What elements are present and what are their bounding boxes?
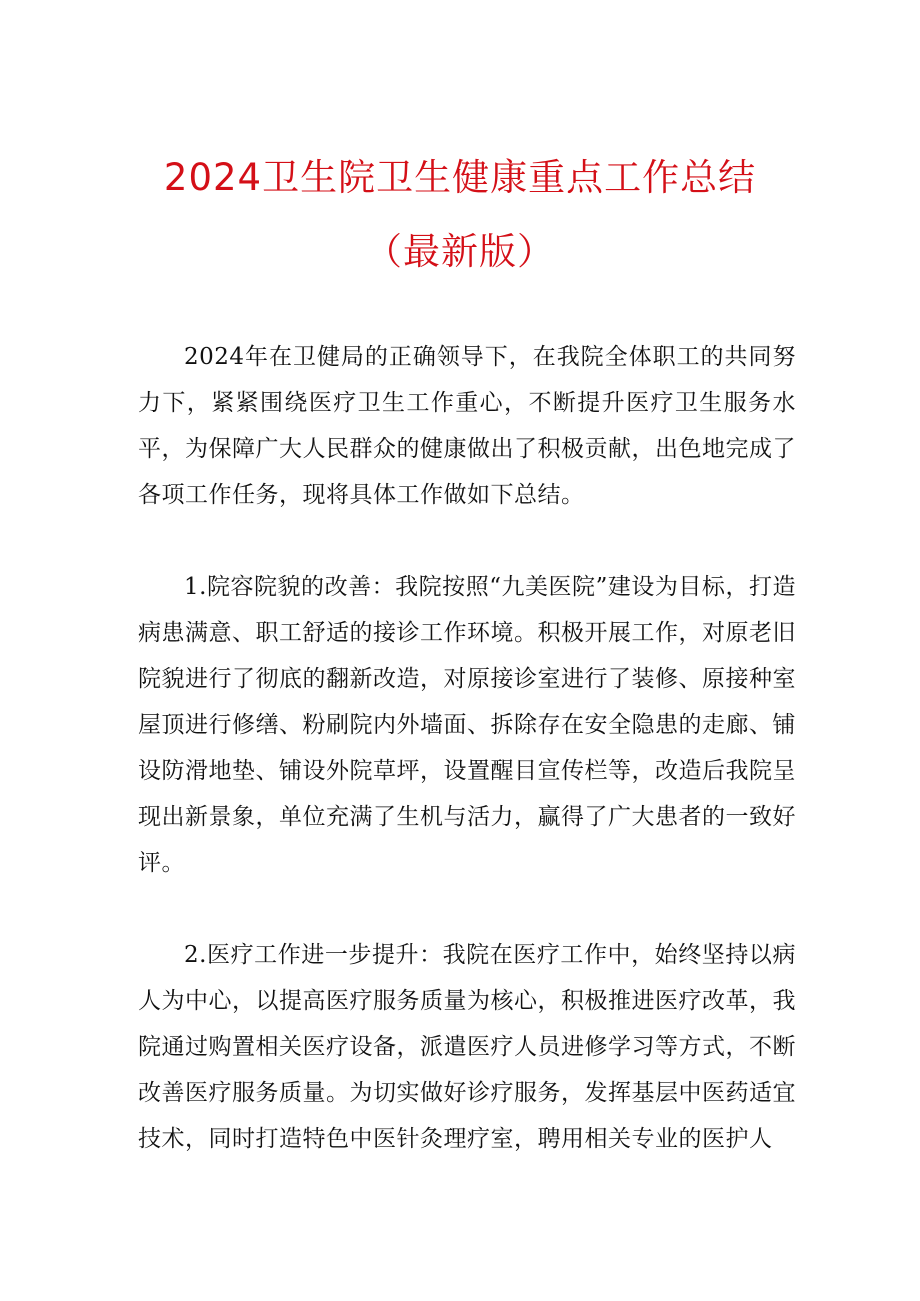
section-2-paragraph: 2.医疗工作进一步提升：我院在医疗工作中，始终坚持以病人为中心，以提高医疗服务质量为核心，积极推进医疗改革，我院通过购置相关医疗设备，派遣医疗人员进修学习等方式，不断改善医疗服务质量。为切实做好诊疗服务，发挥基层中医药适宜技术，同时打造特色中医针灸理疗室，聘用相关专业的医护人: [138, 942, 796, 1152]
intro-paragraph: 2024年在卫健局的正确领导下，在我院全体职工的共同努力下，紧紧围绕医疗卫生工作重心，不断提升医疗卫生服务水平，为保障广大人民群众的健康做出了积极贡献，出色地完成了各项工作任务，现将具体工作做如下总结。: [138, 344, 796, 508]
document-title: 2024卫生院卫生健康重点工作总结: [163, 156, 757, 199]
document-body: [138, 334, 796, 1208]
document-subtitle: （最新版）: [365, 230, 555, 273]
section-1-paragraph: 1.院容院貌的改善：我院按照“九美医院”建设为目标，打造病患满意、职工舒适的接诊工作环境。积极开展工作，对原老旧院貌进行了彻底的翻新改造，对原接诊室进行了装修、原接种室屋顶进行修缮、粉刷院内外墙面、拆除存在安全隐患的走廊、铺设防滑地垫、铺设外院草坪，设置醒目宣传栏等，改造后我院呈现出新景象，单位充满了生机与活力，赢得了广大患者的一致好评。: [138, 574, 796, 876]
